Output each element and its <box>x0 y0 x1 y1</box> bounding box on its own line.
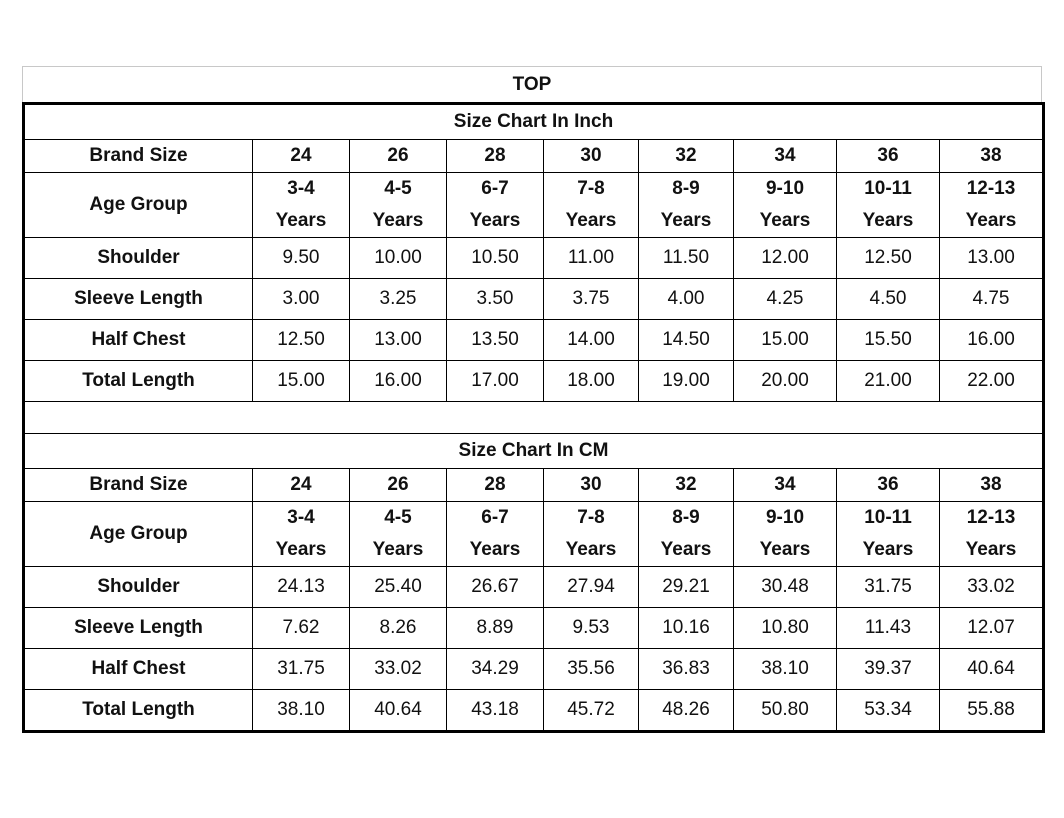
age-unit: Years <box>660 210 712 231</box>
age-range: 7-8 <box>577 178 605 199</box>
value-cell: 31.75 <box>837 567 940 608</box>
row-label: Age Group <box>24 502 253 567</box>
value-cell: 12.07 <box>940 608 1044 649</box>
value-cell: 25.40 <box>350 567 447 608</box>
value-cell: 19.00 <box>639 361 734 402</box>
measurement-row <box>24 320 1044 361</box>
age-unit: Years <box>275 539 327 560</box>
value-cell: 12.50 <box>837 238 940 279</box>
value-cell: 4.25 <box>734 279 837 320</box>
age-group-cell <box>253 502 350 567</box>
age-range: 8-9 <box>672 507 700 528</box>
value-cell: 29.21 <box>639 567 734 608</box>
age-range: 12-13 <box>966 507 1016 528</box>
size-cell: 28 <box>447 469 544 502</box>
age-unit: Years <box>372 210 424 231</box>
value-cell: 35.56 <box>544 649 639 690</box>
spacer-cell <box>24 402 1044 434</box>
value-cell: 34.29 <box>447 649 544 690</box>
age-range: 9-10 <box>765 178 805 199</box>
value-cell: 10.00 <box>350 238 447 279</box>
value-cell: 4.50 <box>837 279 940 320</box>
value-cell: 4.75 <box>940 279 1044 320</box>
row-label: Half Chest <box>24 649 253 690</box>
value-cell: 39.37 <box>837 649 940 690</box>
age-range: 9-10 <box>765 507 805 528</box>
size-cell: 30 <box>544 140 639 173</box>
row-label: Sleeve Length <box>24 608 253 649</box>
age-unit: Years <box>660 539 712 560</box>
measurement-row <box>24 238 1044 279</box>
age-unit: Years <box>565 210 617 231</box>
age-group-cell <box>837 502 940 567</box>
age-range: 7-8 <box>577 507 605 528</box>
value-cell: 13.00 <box>940 238 1044 279</box>
age-group-cell <box>544 173 639 238</box>
value-cell: 7.62 <box>253 608 350 649</box>
value-cell: 13.00 <box>350 320 447 361</box>
age-unit: Years <box>565 539 617 560</box>
age-unit: Years <box>469 210 521 231</box>
measurement-row <box>24 608 1044 649</box>
measurement-row <box>24 361 1044 402</box>
value-cell: 53.34 <box>837 690 940 732</box>
value-cell: 33.02 <box>940 567 1044 608</box>
size-cell: 36 <box>837 140 940 173</box>
size-cell: 36 <box>837 469 940 502</box>
value-cell: 11.50 <box>639 238 734 279</box>
age-group-cell <box>639 502 734 567</box>
age-unit: Years <box>965 539 1017 560</box>
value-cell: 15.00 <box>734 320 837 361</box>
size-cell: 38 <box>940 469 1044 502</box>
row-label: Total Length <box>24 361 253 402</box>
section-heading: Size Chart In Inch <box>24 104 1044 140</box>
size-cell: 34 <box>734 469 837 502</box>
age-range: 10-11 <box>864 507 912 528</box>
value-cell: 8.89 <box>447 608 544 649</box>
section-heading: Size Chart In CM <box>24 434 1044 469</box>
value-cell: 38.10 <box>253 690 350 732</box>
size-cell: 34 <box>734 140 837 173</box>
value-cell: 15.00 <box>253 361 350 402</box>
size-chart-sheet <box>22 66 1042 733</box>
value-cell: 13.50 <box>447 320 544 361</box>
value-cell: 26.67 <box>447 567 544 608</box>
age-range: 8-9 <box>672 178 700 199</box>
age-group-cell <box>350 502 447 567</box>
age-range: 3-4 <box>287 507 315 528</box>
row-label: Total Length <box>24 690 253 732</box>
value-cell: 48.26 <box>639 690 734 732</box>
value-cell: 31.75 <box>253 649 350 690</box>
age-group-cell <box>350 173 447 238</box>
value-cell: 50.80 <box>734 690 837 732</box>
value-cell: 11.00 <box>544 238 639 279</box>
value-cell: 10.80 <box>734 608 837 649</box>
age-group-cell <box>544 502 639 567</box>
age-range: 3-4 <box>287 178 315 199</box>
size-cell: 24 <box>253 469 350 502</box>
value-cell: 17.00 <box>447 361 544 402</box>
value-cell: 3.00 <box>253 279 350 320</box>
value-cell: 43.18 <box>447 690 544 732</box>
value-cell: 10.50 <box>447 238 544 279</box>
age-group-cell <box>639 173 734 238</box>
section-heading-row <box>24 434 1044 469</box>
age-range: 4-5 <box>384 507 412 528</box>
value-cell: 9.53 <box>544 608 639 649</box>
row-label: Sleeve Length <box>24 279 253 320</box>
value-cell: 14.50 <box>639 320 734 361</box>
value-cell: 14.00 <box>544 320 639 361</box>
value-cell: 38.10 <box>734 649 837 690</box>
size-chart-table <box>22 102 1045 733</box>
age-group-cell <box>734 502 837 567</box>
age-group-cell <box>253 173 350 238</box>
brand-size-row <box>24 140 1044 173</box>
age-range: 12-13 <box>966 178 1016 199</box>
measurement-row <box>24 279 1044 320</box>
value-cell: 8.26 <box>350 608 447 649</box>
age-range: 6-7 <box>481 507 509 528</box>
age-unit: Years <box>862 210 914 231</box>
value-cell: 3.75 <box>544 279 639 320</box>
value-cell: 30.48 <box>734 567 837 608</box>
measurement-row <box>24 649 1044 690</box>
value-cell: 16.00 <box>940 320 1044 361</box>
row-label: Half Chest <box>24 320 253 361</box>
value-cell: 9.50 <box>253 238 350 279</box>
value-cell: 12.00 <box>734 238 837 279</box>
age-range: 4-5 <box>384 178 412 199</box>
age-unit: Years <box>372 539 424 560</box>
size-cell: 28 <box>447 140 544 173</box>
age-group-cell <box>940 173 1044 238</box>
size-cell: 38 <box>940 140 1044 173</box>
measurement-row <box>24 567 1044 608</box>
value-cell: 40.64 <box>350 690 447 732</box>
size-cell: 30 <box>544 469 639 502</box>
value-cell: 16.00 <box>350 361 447 402</box>
age-group-row <box>24 502 1044 567</box>
row-label: Brand Size <box>24 469 253 502</box>
row-label: Shoulder <box>24 567 253 608</box>
value-cell: 3.50 <box>447 279 544 320</box>
value-cell: 36.83 <box>639 649 734 690</box>
value-cell: 18.00 <box>544 361 639 402</box>
value-cell: 10.16 <box>639 608 734 649</box>
value-cell: 3.25 <box>350 279 447 320</box>
value-cell: 33.02 <box>350 649 447 690</box>
age-unit: Years <box>759 210 811 231</box>
section-heading-row <box>24 104 1044 140</box>
row-label: Shoulder <box>24 238 253 279</box>
size-cell: 26 <box>350 469 447 502</box>
row-label: Brand Size <box>24 140 253 173</box>
size-cell: 32 <box>639 140 734 173</box>
value-cell: 45.72 <box>544 690 639 732</box>
age-range: 6-7 <box>481 178 509 199</box>
age-group-row <box>24 173 1044 238</box>
value-cell: 40.64 <box>940 649 1044 690</box>
size-cell: 32 <box>639 469 734 502</box>
value-cell: 15.50 <box>837 320 940 361</box>
size-cell: 26 <box>350 140 447 173</box>
age-group-cell <box>447 173 544 238</box>
size-cell: 24 <box>253 140 350 173</box>
chart-title: TOP <box>22 66 1042 102</box>
value-cell: 12.50 <box>253 320 350 361</box>
value-cell: 4.00 <box>639 279 734 320</box>
age-range: 10-11 <box>864 178 912 199</box>
brand-size-row <box>24 469 1044 502</box>
value-cell: 21.00 <box>837 361 940 402</box>
value-cell: 22.00 <box>940 361 1044 402</box>
age-unit: Years <box>862 539 914 560</box>
age-group-cell <box>837 173 940 238</box>
age-unit: Years <box>965 210 1017 231</box>
age-unit: Years <box>469 539 521 560</box>
age-group-cell <box>734 173 837 238</box>
value-cell: 20.00 <box>734 361 837 402</box>
age-unit: Years <box>275 210 327 231</box>
value-cell: 27.94 <box>544 567 639 608</box>
measurement-row <box>24 690 1044 732</box>
age-group-cell <box>940 502 1044 567</box>
value-cell: 55.88 <box>940 690 1044 732</box>
value-cell: 11.43 <box>837 608 940 649</box>
row-label: Age Group <box>24 173 253 238</box>
age-unit: Years <box>759 539 811 560</box>
spacer-row <box>24 402 1044 434</box>
age-group-cell <box>447 502 544 567</box>
value-cell: 24.13 <box>253 567 350 608</box>
